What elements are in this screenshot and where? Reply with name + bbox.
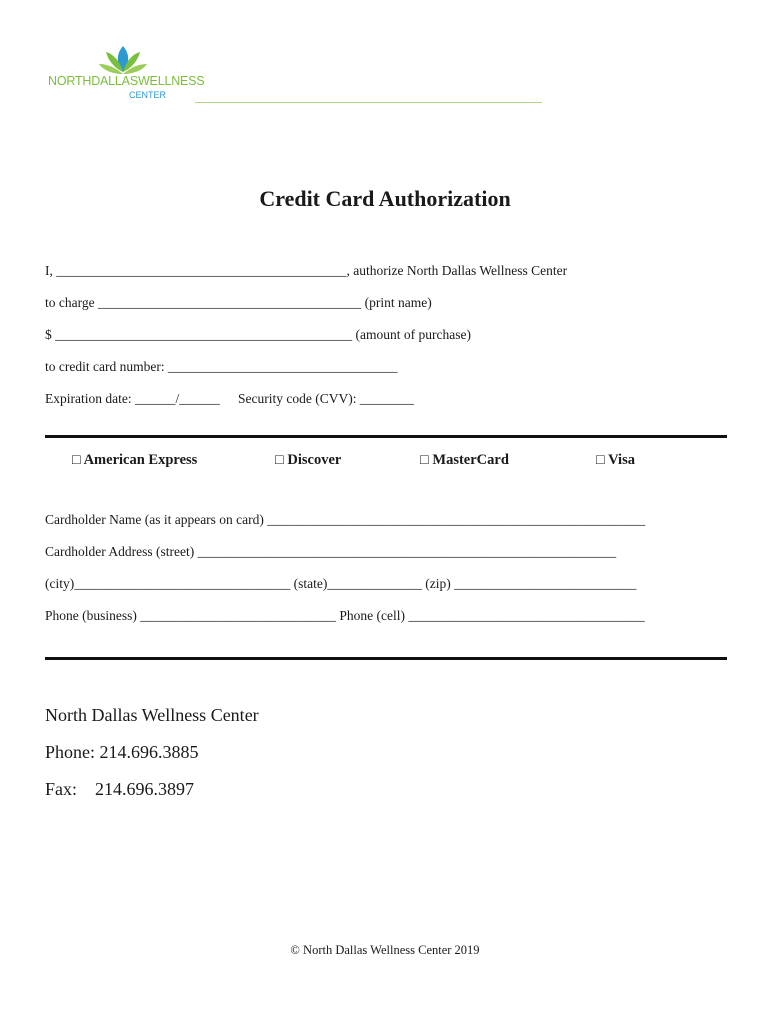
security-code-line[interactable]: Security code (CVV): ________ [238,391,414,406]
card-number-line[interactable]: to credit card number: __________________________________ [45,359,398,374]
authorize-line[interactable]: I, ___________________________________________, authorize North Dallas Wellness Center [45,263,568,278]
contact-fax: Fax: 214.696.3897 [45,779,195,799]
page-title: Credit Card Authorization [259,186,511,211]
contact-name: North Dallas Wellness Center [45,705,259,725]
charge-line[interactable]: to charge _______________________________________ (print name) [45,295,432,310]
logo-wordmark: NORTHDALLASWELLNESS [48,74,205,88]
lotus-icon [98,44,148,78]
footer-copyright: © North Dallas Wellness Center 2019 [290,943,480,957]
section-divider-top [45,435,727,438]
cardholder-name-line[interactable]: Cardholder Name (as it appears on card) ________________________________________________________ [45,512,646,527]
city-state-zip-line[interactable]: (city)________________________________ (state)______________ (zip) ___________________________ [45,576,637,591]
card-type-visa-checkbox[interactable]: □ Visa [596,452,635,468]
card-type-discover-checkbox[interactable]: □ Discover [275,452,342,468]
logo-subtext: CENTER [128,90,166,100]
section-divider-bottom [45,657,727,660]
header-rule: _______________________________________________________________ [195,90,542,104]
contact-phone: Phone: 214.696.3885 [45,742,199,762]
logo [48,44,205,104]
card-type-mastercard-checkbox[interactable]: □ MasterCard [420,452,509,468]
card-type-amex-checkbox[interactable]: □ American Express [72,452,198,468]
expiration-line[interactable]: Expiration date: ______/______ [45,391,220,406]
amount-line[interactable]: $ ____________________________________________ (amount of purchase) [45,327,471,342]
phone-line[interactable]: Phone (business) _____________________________ Phone (cell) ___________________________________ [45,608,645,623]
cardholder-address-line[interactable]: Cardholder Address (street) ______________________________________________________________ [45,544,617,559]
